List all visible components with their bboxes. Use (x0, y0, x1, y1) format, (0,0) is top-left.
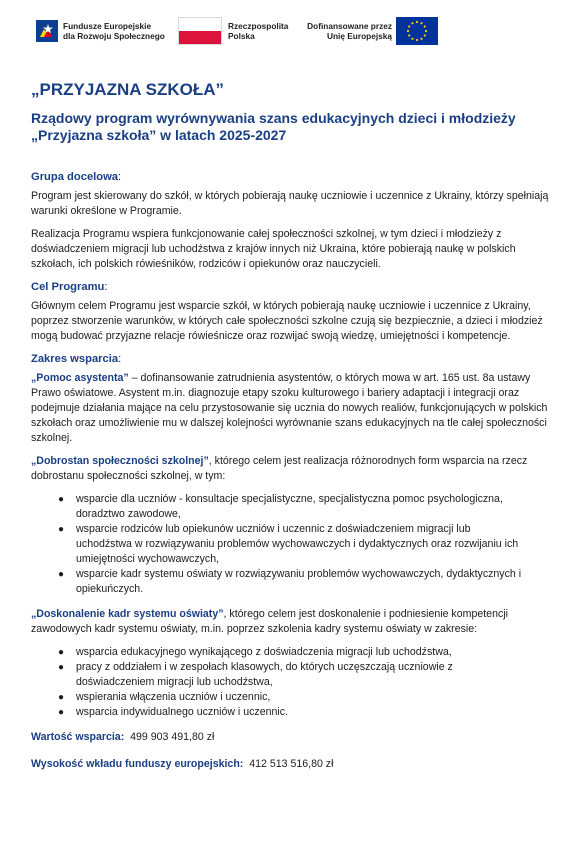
fe-logo-line-2: dla Rozwoju Społecznego (63, 31, 165, 41)
bullet-icon: ● (58, 707, 65, 718)
eu-contribution (31, 757, 551, 772)
wellbeing-item-3: wsparcie kadr systemu oświaty w rozwiązywaniu problemów wychowawczych, dydaktycznych i opiekuńczych. (76, 568, 522, 595)
assistant-paragraph (31, 371, 551, 446)
eu-star-icon (408, 25, 410, 27)
page-title: „PRZYJAZNA SZKOŁA” (31, 80, 224, 99)
list-item (58, 492, 526, 522)
polish-flag-icon (178, 17, 222, 45)
wellbeing-text: , którego celem jest realizacja różnorodnych form wsparcia na rzecz dobrostanu społeczności szkolnej, w tym: (31, 455, 528, 482)
fe-star-icon (36, 20, 58, 42)
wellbeing-list (31, 492, 526, 597)
target-group-heading-colon: : (118, 171, 122, 183)
eu-star-icon (407, 30, 409, 32)
eu-star-icon (416, 39, 418, 41)
eu-star-icon (424, 34, 426, 36)
eu-star-icon (416, 21, 418, 23)
eu-star-icon (411, 22, 413, 24)
target-group-heading-text: Grupa docelowa (31, 171, 119, 183)
goal-heading-colon: : (104, 281, 108, 293)
training-item-3: wspierania włączenia uczniów i uczennic, (76, 691, 271, 703)
target-group-paragraph-1: Program jest skierowany do szkół, w których pobierają naukę uczniowie i uczennice z Ukrainy, którzy spełniają warunki określone w Programie. (31, 190, 549, 217)
pl-logo-line-2: Polska (228, 31, 255, 41)
training-paragraph (31, 607, 551, 637)
bullet-icon: ● (58, 662, 65, 673)
main-content (31, 80, 551, 772)
logo-bar (36, 14, 546, 48)
bullet-icon: ● (58, 494, 65, 505)
training-item-4: wsparcia indywidualnego uczniów i uczennic. (76, 706, 288, 718)
wellbeing-paragraph (31, 454, 551, 484)
eu-star-icon (420, 22, 422, 24)
list-item (58, 522, 526, 567)
list-item (58, 690, 516, 705)
eu-star-icon (425, 30, 427, 32)
list-item (58, 567, 526, 597)
wellbeing-item-1: wsparcie dla uczniów - konsultacje specjalistyczne, specjalistyczna pomoc psychologiczna, doradztwo zawodowe, (76, 493, 503, 520)
bullet-icon: ● (58, 569, 65, 580)
list-item (58, 705, 516, 720)
bullet-icon: ● (58, 692, 65, 703)
fe-logo-line-1: Fundusze Europejskie (63, 21, 152, 31)
eu-contribution-label: Wysokość wkładu funduszy europejskich: (31, 758, 244, 770)
eu-logo-text (306, 14, 392, 48)
training-list (31, 645, 516, 720)
scope-heading-colon: : (118, 353, 122, 365)
page-subtitle: Rządowy program wyrównywania szans edukacyjnych dzieci i młodzieży „Przyjazna szkoła” w latach 2025-2027 (31, 110, 516, 143)
goal-heading-text: Cel Programu (31, 281, 105, 293)
support-value-label: Wartość wsparcia: (31, 731, 125, 743)
eu-star-icon (408, 34, 410, 36)
eu-star-icon (424, 25, 426, 27)
training-item-1: wsparcia edukacyjnego wynikającego z doświadczenia migracji lub uchodźstwa, (76, 646, 452, 658)
bullet-icon: ● (58, 647, 65, 658)
support-value-amount: 499 903 491,80 zł (130, 731, 215, 743)
wellbeing-item-2: wsparcie rodziców lub opiekunów uczniów i uczennic z doświadczeniem migracji lub uchodźstwa w rozwiązywaniu problemów wychowawczych i dydaktycznych oraz rozwijaniu ich umiejętności wychowawczych, (76, 523, 519, 565)
list-item (58, 660, 516, 690)
training-text: , którego celem jest doskonalenie i podniesienie kompetencji zawodowych kadr systemu oświaty, m.in. poprzez szkolenia kadry systemu oświaty w zakresie: (31, 608, 508, 635)
target-group-heading (31, 170, 551, 184)
pl-logo-text (228, 21, 288, 41)
eu-contribution-amount: 412 513 516,80 zł (249, 758, 334, 770)
eu-star-icon (420, 38, 422, 40)
eu-flag-icon (396, 17, 438, 45)
training-item-2: pracy z oddziałem i w zespołach klasowych, do których uczęszczają uczniowie z doświadczeniem migracji lub uchodźstwa, (76, 661, 453, 688)
assistant-label: „Pomoc asystenta” (31, 372, 129, 384)
pl-logo-line-1: Rzeczpospolita (228, 21, 289, 31)
bullet-icon: ● (58, 524, 65, 535)
wellbeing-label: „Dobrostan społeczności szkolnej” (31, 455, 209, 467)
training-label: „Doskonalenie kadr systemu oświaty” (31, 608, 224, 620)
goal-paragraph: Głównym celem Programu jest wsparcie szkół, w których pobierają naukę uczniowie i uczennice z Ukrainy, poprzez stworzenie warunków, w których całe społeczności szkolne czują się bezpiecznie, a dzieci i młodzież mogą budować przyjazne relacje rówieśnicze oraz rozwijać swoją wiedzę, umiejętności i kompetencje. (31, 300, 543, 342)
scope-heading (31, 352, 551, 366)
scope-heading-text: Zakres wsparcia (31, 353, 119, 365)
eu-star-icon (411, 38, 413, 40)
support-value (31, 730, 551, 745)
assistant-text: – dofinansowanie zatrudnienia asystentów, o których mowa w art. 165 ust. 8a ustawy Prawo oświatowe. Asystent m.in. diagnozuje etapy szoku kulturowego i bariery adaptacji i integracji oraz podejmuje działania mające na celu przystosowanie się ucznia do nowych realiów, funkcjonujących w polskich szkołach oraz umożliwienie mu w dalszej kolejności wyrównanie szans edukacyjnych na tle całej społeczności szkolnej. (31, 372, 548, 444)
goal-heading (31, 280, 551, 294)
pl-logo (178, 14, 288, 48)
target-group-paragraph-2: Realizacja Programu wspiera funkcjonowanie całej społeczności szkolnej, w tym dzieci i młodzieży z doświadczeniem migracji lub uchodźstwa z krajów innych niż Ukraina, które pobierają naukę w polskich szkołach, ich polskich rówieśników, rodziców i opiekunów oraz nauczycieli. (31, 228, 516, 270)
eu-logo-line-1: Dofinansowane przez (307, 21, 392, 31)
eu-logo-line-2: Unię Europejską (326, 31, 392, 41)
list-item (58, 645, 516, 660)
fe-logo (36, 14, 165, 48)
fe-logo-text (63, 21, 165, 41)
